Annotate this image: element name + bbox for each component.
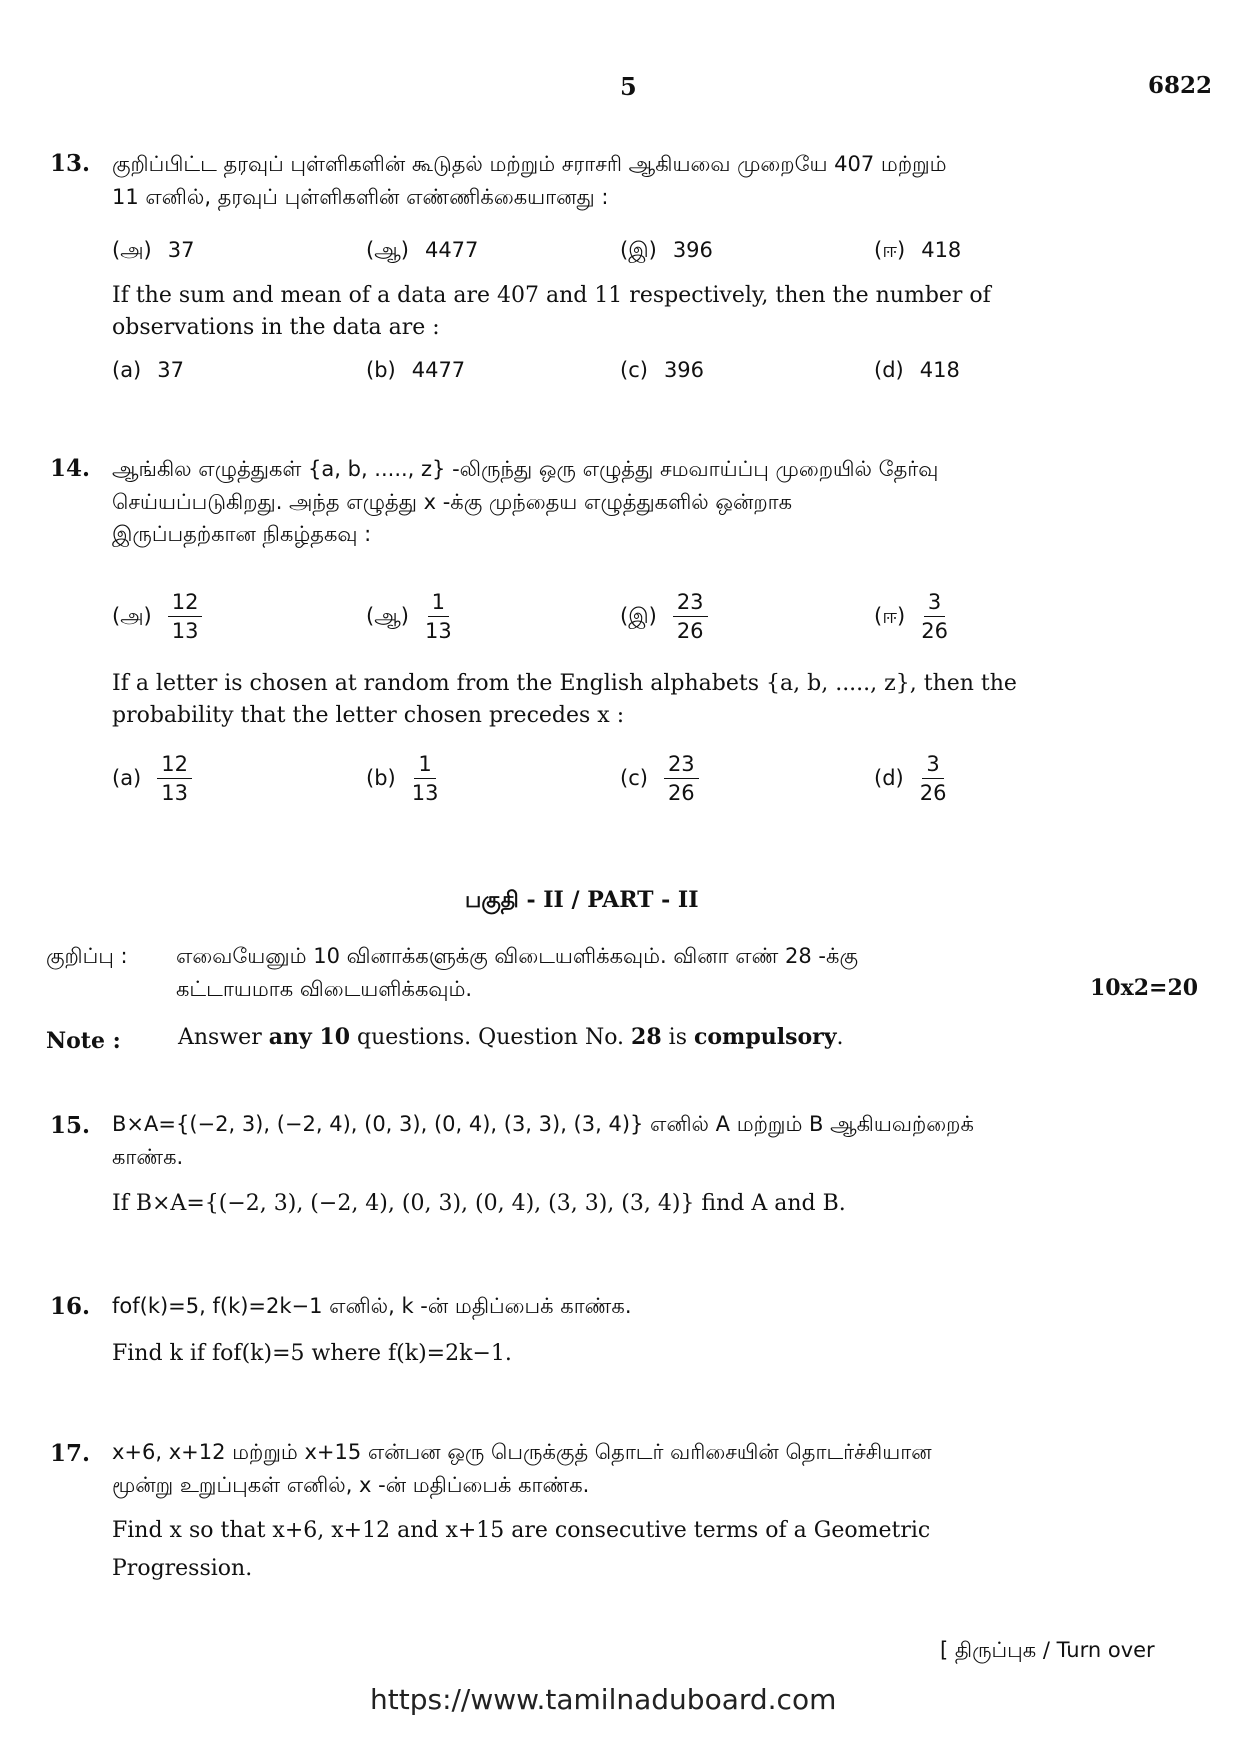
- q16-tamil-text: fof(k)=5, f(k)=2k−1 எனில், k -ன் மதிப்பைக் காண்க.: [112, 1294, 632, 1318]
- q14-english-text: If a letter is chosen at random from the English alphabets {a, b, ....., z}, then the probability that the letter chosen precedes x :: [112, 671, 1017, 728]
- question-number: 14.: [50, 455, 91, 482]
- marks-scheme: 10x2=20: [1090, 975, 1199, 1001]
- option: (இ) $\frac{23}{26}$: [620, 590, 874, 643]
- option: (c) 396: [620, 358, 705, 382]
- fraction: $\frac{12}{13}$: [168, 590, 203, 643]
- section-title: பகுதி - II / PART - II: [465, 887, 699, 913]
- option: (c) $\frac{23}{26}$: [620, 752, 874, 805]
- fraction: $\frac{1}{13}$: [411, 752, 439, 806]
- option: (a) 37: [112, 358, 184, 382]
- option: (அ) 37: [112, 238, 195, 262]
- option: (ஆ) 4477: [366, 238, 479, 262]
- tamil-note-label: குறிப்பு :: [46, 944, 128, 968]
- paper-code: 6822: [1148, 72, 1213, 99]
- q13-english-text: If the sum and mean of a data are 407 and 11 respectively, then the number of observations in the data are :: [112, 283, 991, 340]
- note-label: Note :: [46, 1028, 121, 1054]
- fraction: $\frac{23}{26}$: [673, 590, 708, 643]
- q17-english-text: Find x so that x+6, x+12 and x+15 are consecutive terms of a Geometric Progression.: [112, 1518, 931, 1581]
- q15-tamil-text: B×A={(−2, 3), (−2, 4), (0, 3), (0, 4), (3, 3), (3, 4)} எனில் A மற்றும் B ஆகியவற்றைக் காண்க.: [112, 1112, 974, 1169]
- question-number: 16.: [50, 1293, 91, 1320]
- fraction: $\frac{3}{26}$: [919, 752, 947, 806]
- fraction: $\frac{3}{26}$: [921, 590, 948, 644]
- fraction: $\frac{1}{13}$: [424, 590, 452, 644]
- note-text: Answer any 10 questions. Question No. 28 is compulsory.: [178, 1024, 844, 1050]
- option: (இ) 396: [620, 238, 713, 262]
- q13-english-options: [112, 354, 1128, 387]
- option: (ஆ) $\frac{1}{13}$: [366, 590, 452, 644]
- q14-tamil-text: ஆங்கில எழுத்துகள் {a, b, ....., z} -லிருந்து ஒரு எழுத்து சமவாய்ப்பு முறையில் தேர்வு செய்யப்படுகிறது. அந்த எழுத்து x -க்கு முந்தைய எழுத்துகளில் ஒன்றாக இருப்பதற்கான நிகழ்தகவு :: [112, 457, 939, 547]
- q14-tamil-options: [112, 590, 1128, 643]
- q17-tamil-text: x+6, x+12 மற்றும் x+15 என்பன ஒரு பெருக்குத் தொடர் வரிசையின் தொடர்ச்சியான மூன்று உறுப்புகள் எனில், x -ன் மதிப்பைக் காண்க.: [112, 1440, 932, 1497]
- turn-over-note: [ திருப்புக / Turn over: [940, 1638, 1155, 1662]
- question-number: 13.: [50, 150, 91, 177]
- fraction: $\frac{23}{26}$: [664, 752, 699, 805]
- option: (அ) $\frac{12}{13}$: [112, 590, 366, 643]
- q13-tamil-text: குறிப்பிட்ட தரவுப் புள்ளிகளின் கூடுதல் மற்றும் சராசரி ஆகியவை முறையே 407 மற்றும் 11 எனில், தரவுப் புள்ளிகளின் எண்ணிக்கையானது :: [112, 152, 947, 209]
- source-url[interactable]: https://www.tamilnaduboard.com: [370, 1683, 837, 1716]
- tamil-note-text: எவையேனும் 10 வினாக்களுக்கு விடையளிக்கவும். வினா எண் 28 -க்கு கட்டாயமாக விடையளிக்கவும்.: [176, 944, 858, 1001]
- q13-tamil-options: [112, 234, 1128, 267]
- page-number: 5: [620, 72, 637, 101]
- fraction: $\frac{12}{13}$: [157, 752, 192, 805]
- question-number: 17.: [50, 1440, 91, 1467]
- option: (ஈ) $\frac{3}{26}$: [874, 590, 948, 644]
- option: (b) $\frac{1}{13}$: [366, 752, 439, 806]
- q14-english-options: [112, 752, 1128, 805]
- question-number: 15.: [50, 1112, 91, 1139]
- option: (b) 4477: [366, 358, 466, 382]
- q15-english-text: If B×A={(−2, 3), (−2, 4), (0, 3), (0, 4), (3, 3), (3, 4)} find A and B.: [112, 1191, 846, 1216]
- q16-english-text: Find k if fof(k)=5 where f(k)=2k−1.: [112, 1341, 512, 1366]
- option: (d) $\frac{3}{26}$: [874, 752, 947, 806]
- option: (a) $\frac{12}{13}$: [112, 752, 366, 805]
- option: (ஈ) 418: [874, 238, 962, 262]
- option: (d) 418: [874, 358, 960, 382]
